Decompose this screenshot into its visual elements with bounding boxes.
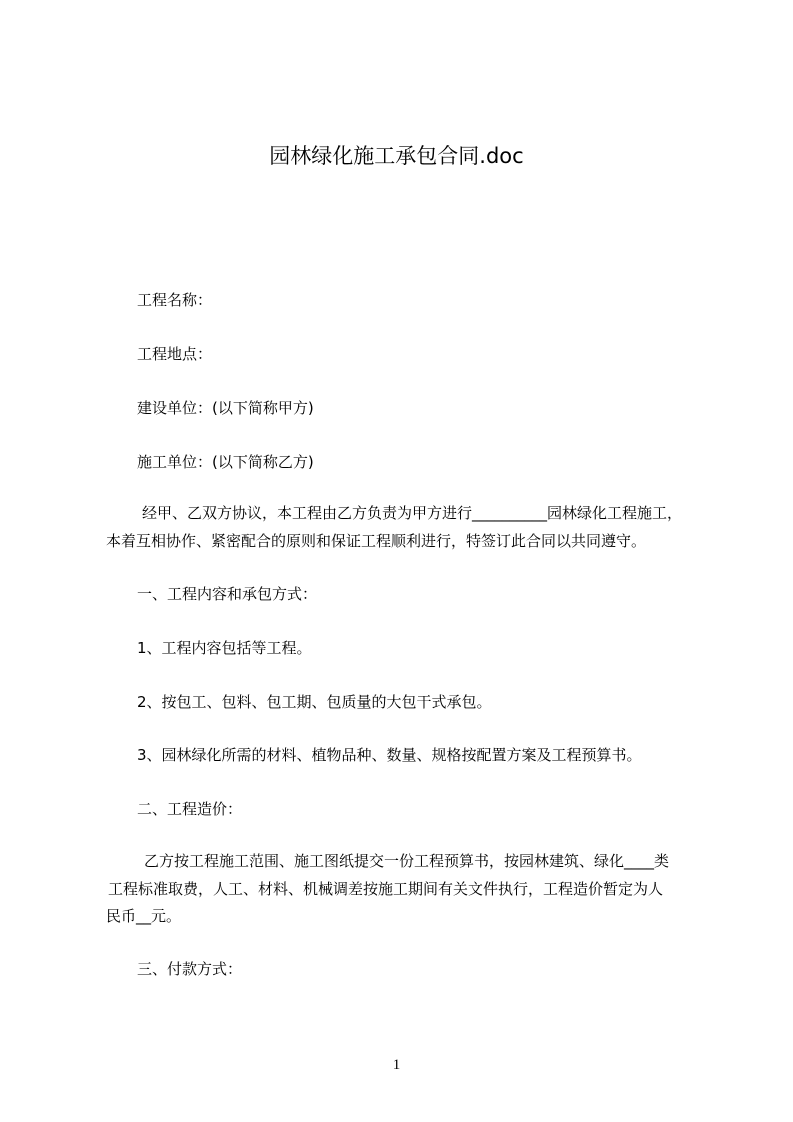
cost-paragraph-line-2: 工程标准取费，人工、材料、机械调差按施工期间有关文件执行，工程造价暂定为人 [108, 880, 664, 898]
section-1-item-2: 2、按包工、包料、包工期、包质量的大包干式承包。 [137, 693, 492, 711]
section-1-item-3: 3、园林绿化所需的材料、植物品种、数量、规格按配置方案及工程预算书。 [137, 746, 642, 764]
project-name-line: 工程名称： [137, 291, 213, 309]
section-3-heading: 三、付款方式： [137, 960, 243, 978]
cost-paragraph-line-3: 民币__元。 [106, 907, 182, 925]
contractor-line: 施工单位：(以下简称乙方) [137, 453, 314, 471]
client-line: 建设单位：(以下简称甲方) [137, 399, 314, 417]
page-number: 1 [392, 1057, 401, 1073]
cost-paragraph-line-1: 乙方按工程施工范围、施工图纸提交一份工程预算书，按园林建筑、绿化____类 [144, 852, 670, 870]
section-1-heading: 一、工程内容和承包方式： [137, 585, 318, 603]
intro-paragraph-line-1: 经甲、乙双方协议，本工程由乙方负责为甲方进行__________园林绿化工程施工， [142, 504, 683, 522]
intro-paragraph-line-2: 本着互相协作、紧密配合的原则和保证工程顺利进行，特签订此合同以共同遵守。 [106, 532, 647, 550]
section-1-item-1: 1、工程内容包括等工程。 [137, 639, 312, 657]
section-2-heading: 二、工程造价： [137, 800, 243, 818]
document-title: 园林绿化施工承包合同.doc [269, 144, 524, 168]
project-location-line: 工程地点： [137, 345, 213, 363]
